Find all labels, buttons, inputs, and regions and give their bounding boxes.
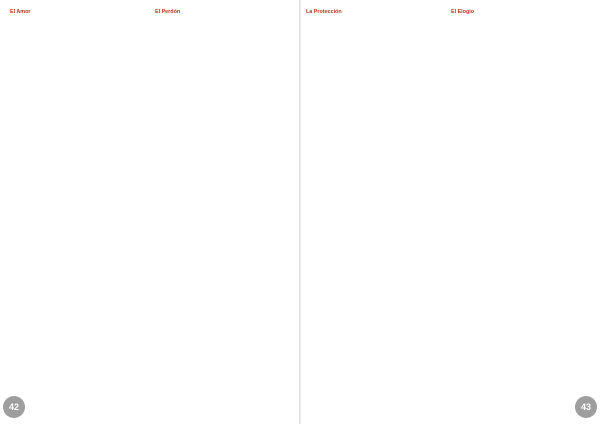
left-column-1 xyxy=(10,6,149,404)
right-column-1 xyxy=(306,6,445,404)
section-heading: La Protección xyxy=(306,9,342,15)
right-column-2 xyxy=(451,6,590,404)
section-heading: El Elogio xyxy=(451,9,475,15)
left-column-2 xyxy=(155,6,294,404)
page-number-badge: 43 xyxy=(575,396,597,418)
right-page-columns xyxy=(306,6,590,404)
section-heading: El Amor xyxy=(10,9,31,15)
right-page xyxy=(300,0,600,424)
section-heading: El Perdón xyxy=(155,9,181,15)
left-page-columns xyxy=(10,6,294,404)
page-number-badge: 42 xyxy=(3,396,25,418)
